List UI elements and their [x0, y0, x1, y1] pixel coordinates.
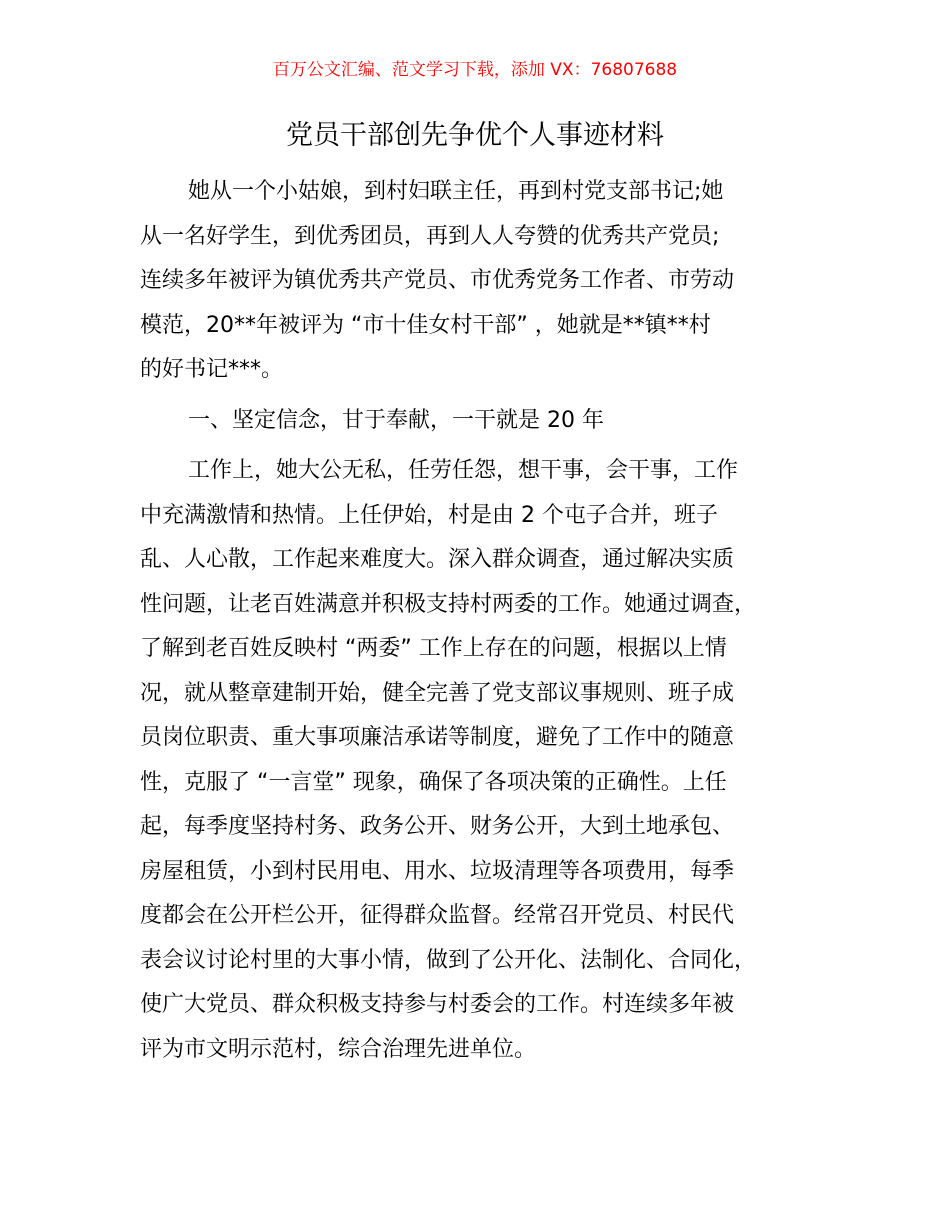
intro-paragraph [140, 170, 830, 393]
document-body [140, 170, 830, 1072]
work-paragraph [140, 449, 830, 1072]
paragraph-line: 房屋租赁，小到村民用电、用水、垃圾清理等各项费用，每季 [140, 858, 735, 884]
paragraph-line: 度都会在公开栏公开，征得群众监督。经常召开党员、村民代 [140, 903, 735, 928]
paragraph-line: 起，每季度坚持村务、政务公开、财务公开，大到土地承包、 [140, 814, 735, 839]
paragraph-line: 了解到老百姓反映村 “两委” 工作上存在的问题，根据以上情 [140, 636, 727, 661]
paragraph-line: 工作上，她大公无私，任劳任怨，想干事，会干事，工作 [188, 458, 739, 483]
paragraph-line: 的好书记***。 [140, 357, 284, 382]
paragraph-line: 她从一个小姑娘，到村妇联主任，再到村党支部书记;她 [188, 179, 724, 204]
paragraph-line: 性，克服了 “一言堂” 现象，确保了各项决策的正确性。上任 [140, 769, 727, 795]
paragraph-line: 乱、人心散，工作起来难度大。深入群众调查，通过解决实质 [140, 547, 735, 572]
paragraph-line: 模范，20**年被评为 “市十佳女村干部” ，她就是**镇**村 [140, 312, 711, 338]
paragraph-line: 评为市文明示范村，综合治理先进单位。 [140, 1036, 537, 1062]
paragraph-line: 员岗位职责、重大事项廉洁承诺等制度，避免了工作中的随意 [140, 725, 735, 750]
page-title: 党员干部创先争优个人事迹材料 [286, 120, 664, 151]
paragraph-line: 表会议讨论村里的大事小情，做到了公开化、法制化、合同化， [140, 947, 757, 973]
paragraph-line: 使广大党员、群众积极支持参与村委会的工作。村连续多年被 [140, 992, 735, 1017]
watermark-text: 百万公文汇编、范文学习下载，添加 VX：76807688 [272, 60, 678, 80]
paragraph-line: 连续多年被评为镇优秀共产党员、市优秀党务工作者、市劳动 [140, 268, 735, 293]
section-heading [140, 393, 830, 450]
paragraph-line: 性问题，让老百姓满意并积极支持村两委的工作。她通过调查， [140, 591, 757, 617]
paragraph-line: 从一名好学生，到优秀团员，再到人人夸赞的优秀共产党员; [140, 223, 720, 249]
paragraph-line: 况，就从整章建制开始，健全完善了党支部议事规则、班子成 [140, 680, 735, 706]
paragraph-line: 中充满激情和热情。上任伊始，村是由 2 个屯子合并，班子 [140, 502, 718, 528]
section-heading-text: 一、坚定信念，甘于奉献，一干就是 20 年 [188, 407, 604, 433]
